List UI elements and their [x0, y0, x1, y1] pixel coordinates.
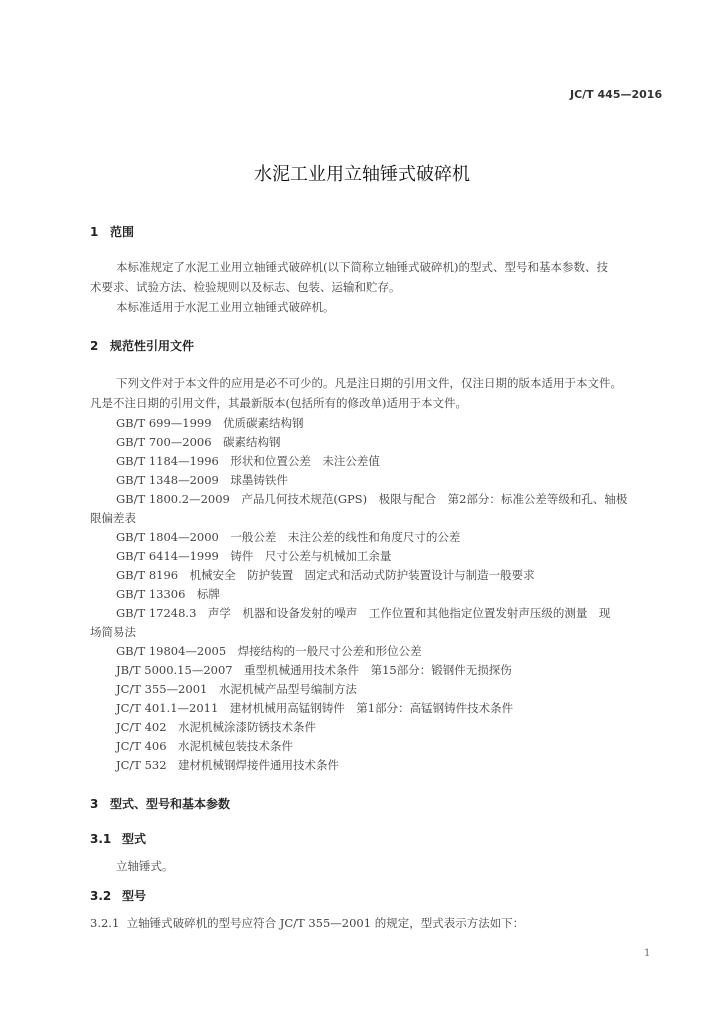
section-number: 3	[90, 797, 99, 811]
reference-item-continuation: 限偏差表	[90, 511, 136, 525]
section-title: 范围	[110, 225, 135, 239]
paragraph-line: 术要求、试验方法、检验规则以及标志、包装、运输和贮存。	[90, 280, 401, 294]
paragraph-line: 下列文件对于本文件的应用是必不可少的。凡是注日期的引用文件，仅注日期的版本适用于本文件。	[116, 376, 622, 390]
paragraph: 本标准适用于水泥工业用立轴锤式破碎机。	[116, 300, 335, 314]
reference-item: GB/T 6414—1999 铸件 尺寸公差与机械加工余量	[116, 549, 392, 563]
section-3-heading	[90, 795, 230, 812]
reference-item-continuation: 场简易法	[90, 625, 136, 639]
reference-item: GB/T 19804—2005 焊接结构的一般尺寸公差和形位公差	[116, 644, 422, 658]
standard-code: JC/T 445—2016	[570, 88, 663, 101]
reference-item: JC/T 401.1—2011 建材机械用高锰钢铸件 第1部分：高锰钢铸件技术条件	[116, 701, 514, 715]
reference-item: JC/T 406 水泥机械包装技术条件	[116, 739, 294, 753]
subsection-title: 型式	[122, 832, 147, 846]
reference-item: GB/T 17248.3 声学 机器和设备发射的噪声 工作位置和其他指定位置发射声压级的测量 现	[116, 606, 611, 620]
section-number: 2	[90, 339, 99, 353]
section-title: 规范性引用文件	[110, 339, 195, 353]
reference-item: GB/T 1804—2000 一般公差 未注公差的线性和角度尺寸的公差	[116, 530, 461, 544]
paragraph-line: 本标准规定了水泥工业用立轴锤式破碎机(以下简称立轴锤式破碎机)的型式、型号和基本参数、技	[116, 260, 608, 274]
reference-item: JC/T 532 建材机械钢焊接件通用技术条件	[116, 758, 340, 772]
reference-item: JC/T 355—2001 水泥机械产品型号编制方法	[116, 682, 357, 696]
section-2-heading	[90, 337, 194, 354]
reference-item: GB/T 1184—1996 形状和位置公差 未注公差值	[116, 454, 380, 468]
reference-item: GB/T 699—1999 优质碳素结构钢	[116, 416, 304, 430]
subsection-title: 型号	[122, 889, 147, 903]
subsection-3-1-heading	[90, 830, 146, 847]
reference-item: GB/T 13306 标牌	[116, 587, 220, 601]
reference-item: JC/T 402 水泥机械涂漆防锈技术条件	[116, 720, 317, 734]
reference-item: JB/T 5000.15—2007 重型机械通用技术条件 第15部分：锻钢件无损探伤	[116, 663, 512, 677]
subsection-3-2-heading	[90, 887, 146, 904]
paragraph: 立轴锤式。	[116, 859, 174, 873]
clause-3-2-1	[90, 915, 524, 931]
subsection-number: 3.2	[90, 889, 112, 903]
reference-item: GB/T 1348—2009 球墨铸铁件	[116, 473, 288, 487]
page-number: 1	[644, 948, 651, 959]
clause-text: 立轴锤式破碎机的型号应符合 JC/T 355—2001 的规定，型式表示方法如下：	[126, 916, 525, 930]
paragraph-line: 凡是不注日期的引用文件，其最新版本(包括所有的修改单)适用于本文件。	[90, 396, 467, 410]
reference-item: GB/T 1800.2—2009 产品几何技术规范(GPS) 极限与配合 第2部分：标准公差等级和孔、轴极	[116, 492, 628, 506]
clause-number: 3.2.1	[90, 916, 120, 930]
section-title: 型式、型号和基本参数	[110, 797, 231, 811]
document-title: 水泥工业用立轴锤式破碎机	[254, 164, 470, 185]
reference-item: GB/T 8196 机械安全 防护装置 固定式和活动式防护装置设计与制造一般要求	[116, 568, 535, 582]
subsection-number: 3.1	[90, 832, 112, 846]
section-number: 1	[90, 225, 99, 239]
section-1-heading	[90, 223, 134, 240]
reference-item: GB/T 700—2006 碳素结构钢	[116, 435, 281, 449]
